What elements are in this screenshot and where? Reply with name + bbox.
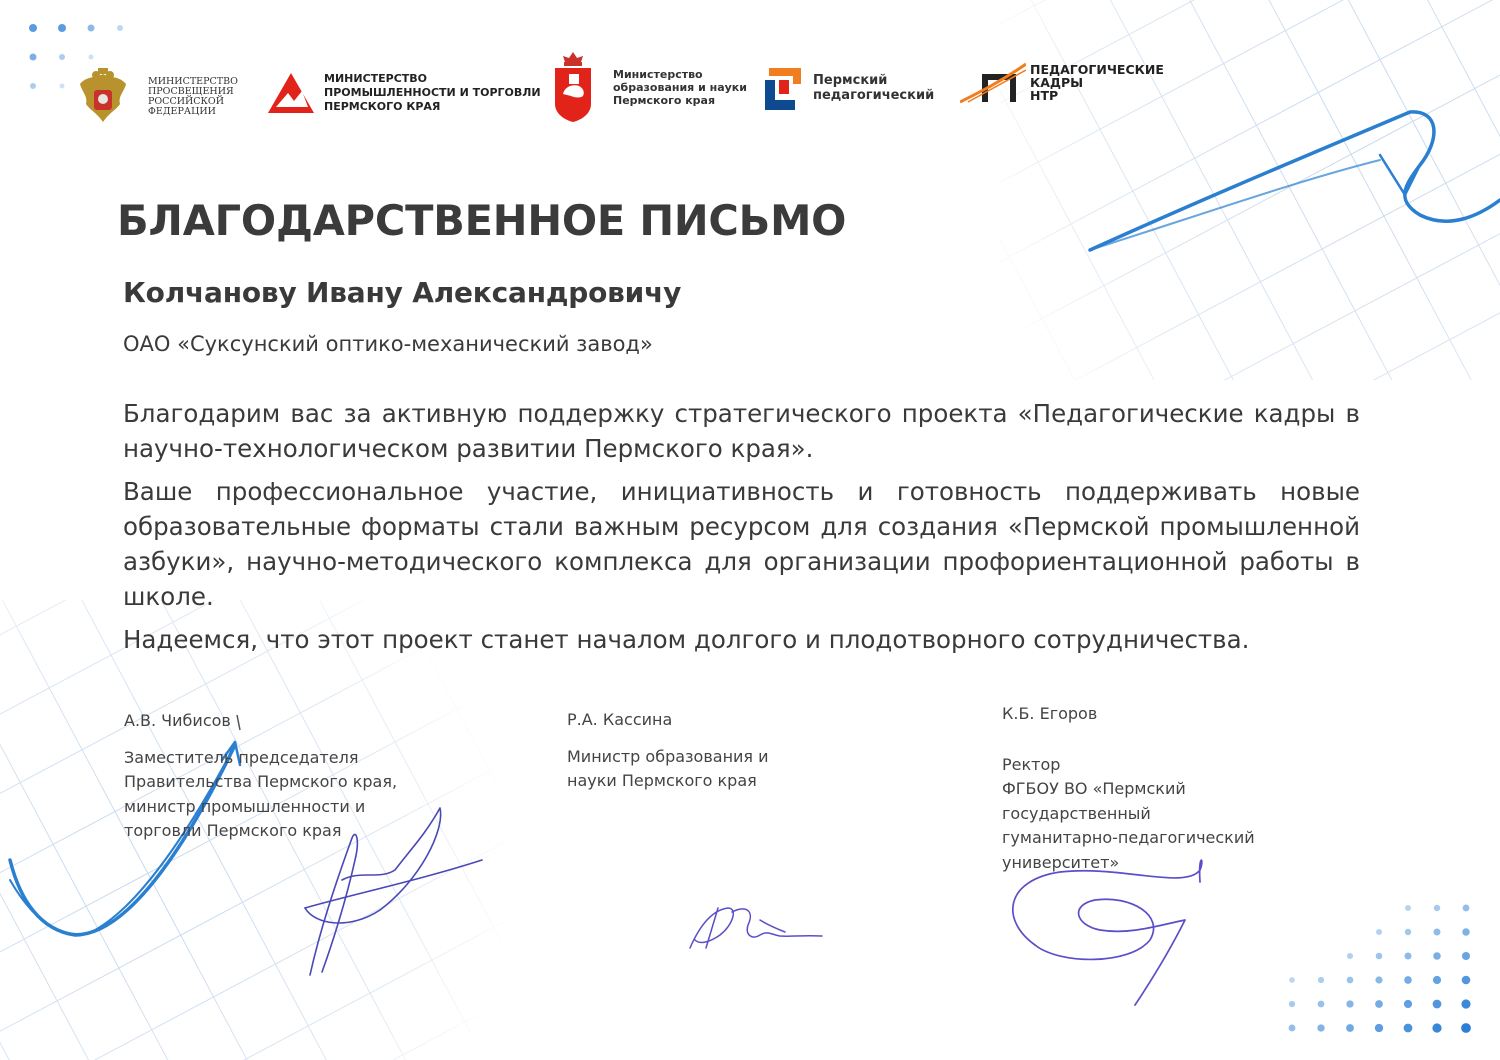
logo-line: Пермского края	[613, 93, 716, 107]
decor-dot	[1462, 952, 1470, 960]
signatory-name: К.Б. Егоров	[1002, 704, 1098, 723]
signatory-2	[567, 708, 769, 794]
grid-top-right	[1000, 0, 1500, 380]
perm-krai-coat-of-arms-icon	[553, 52, 593, 122]
logo-line: ПРОМЫШЛЕННОСТИ И ТОРГОВЛИ	[324, 86, 541, 99]
decor-dot	[1346, 1000, 1353, 1007]
decor-dot	[1317, 1024, 1324, 1031]
signatory-position-line: ФГБОУ ВО «Пермский	[1002, 779, 1186, 798]
signatory-3	[1002, 702, 1255, 875]
decor-dot	[1347, 977, 1354, 984]
logo-line: НТР	[1030, 87, 1059, 103]
signature-kassina	[690, 908, 822, 948]
signatory-position-line: науки Пермского края	[567, 771, 757, 790]
decor-dot	[1405, 929, 1411, 935]
decor-dot	[1318, 977, 1324, 983]
logo-line: образования и науки	[613, 80, 747, 94]
logo-line: Пермский	[813, 73, 888, 88]
recipient-name: Колчанову Ивану Александровичу	[123, 276, 682, 309]
logo-line: ПЕРМСКОГО КРАЯ	[324, 100, 441, 113]
signature-egorov	[1013, 860, 1202, 1005]
decor-dot	[1289, 1001, 1295, 1007]
signatory-position-line: Ректор	[1002, 754, 1061, 774]
logo-minprosv	[72, 66, 238, 128]
ntr-logo-icon	[960, 62, 1026, 106]
red-triangle-icon	[268, 73, 314, 113]
letter-body	[123, 396, 1360, 665]
decor-dot	[1404, 1024, 1413, 1033]
signatory-position-line: государственный	[1002, 803, 1151, 823]
decor-dot	[1375, 976, 1382, 983]
decor-dot	[1432, 1023, 1441, 1032]
body-paragraph: Благодарим вас за активную поддержку стратегического проекта «Педагогические кадры в научно-технологическом развитии Пермского края».	[123, 399, 1360, 463]
decor-dot	[1433, 1000, 1442, 1009]
logo-pgpu	[765, 66, 934, 110]
signatory-position-line: министр промышленности и	[124, 796, 366, 816]
decor-dot	[1462, 928, 1469, 935]
logo-line: ПРОСВЕЩЕНИЯ	[148, 85, 234, 97]
signatory-name: А.В. Чибисов	[124, 711, 231, 730]
signatory-position-line: Правительства Пермского края,	[124, 772, 398, 791]
body-paragraph: Надеемся, что этот проект станет началом долгого и плодотворного сотрудничества.	[123, 625, 1250, 654]
decor-dot	[1461, 999, 1470, 1008]
decor-dot	[1433, 976, 1441, 984]
decor-dot	[1405, 905, 1411, 911]
logo-line: ПЕДАГОГИЧЕСКИЕ	[1030, 61, 1164, 77]
signatory-position-line: гуманитарно-педагогический	[1002, 828, 1255, 847]
pgpu-square-logo-icon	[765, 66, 805, 110]
signatory-position-line: торговли Пермского края	[124, 821, 342, 840]
logo-line: педагогический	[813, 88, 935, 103]
logo-kadry-ntr	[960, 62, 1164, 106]
double-headed-eagle-emblem	[72, 66, 134, 128]
logo-line: МИНИСТЕРСТВО	[324, 72, 428, 85]
decor-dot	[1375, 1000, 1383, 1008]
signatory-position-line: университет»	[1002, 852, 1120, 872]
decor-dot	[1434, 929, 1441, 936]
logo-line: РОССИЙСКОЙ	[148, 96, 224, 107]
dots-bottom-right	[1289, 905, 1471, 1033]
logo-line: КАДРЫ	[1030, 74, 1084, 90]
signatory-position-line: Министр образования и	[567, 746, 769, 766]
decor-dot	[1433, 952, 1441, 960]
decor-dot	[1404, 976, 1412, 984]
decor-dot	[1461, 1023, 1471, 1033]
decor-dot	[1404, 952, 1411, 959]
decor-dot	[1404, 1000, 1412, 1008]
signatory-name: Р.А. Кассина	[567, 710, 673, 729]
decor-dot	[1434, 905, 1440, 911]
decor-dot	[1318, 1001, 1325, 1008]
decor-dot	[1375, 1024, 1383, 1032]
logo-line: МИНИСТЕРСТВО	[148, 75, 238, 87]
logo-minprom	[268, 72, 541, 114]
decor-dot	[1376, 929, 1382, 935]
decor-dot	[1289, 1025, 1296, 1032]
decor-dot	[1463, 905, 1470, 912]
logo-line: Министерство	[613, 67, 703, 81]
recipient-organization: ОАО «Суксунский оптико-механический завод»	[123, 332, 653, 356]
decor-dot	[1376, 953, 1383, 960]
logo-line: ФЕДЕРАЦИИ	[148, 106, 216, 118]
logo-minobr	[553, 52, 747, 122]
signatory-position-line: Заместитель председателя	[124, 747, 359, 767]
decor-dot	[1462, 976, 1471, 985]
decor-dot	[1347, 953, 1353, 959]
signatory-1	[124, 709, 397, 844]
decor-dot	[1289, 977, 1295, 983]
body-paragraph: Ваше профессиональное участие, инициативность и готовность поддерживать новые образовательные форматы стали важным ресурсом для создания «Пермской промышленной азбуки», научно-методического комплекса для организации профориентационной работы в школе.	[123, 477, 1360, 611]
decor-dot	[1346, 1024, 1354, 1032]
letter-title: БЛАГОДАРСТВЕННОЕ ПИСЬМО	[117, 196, 847, 245]
